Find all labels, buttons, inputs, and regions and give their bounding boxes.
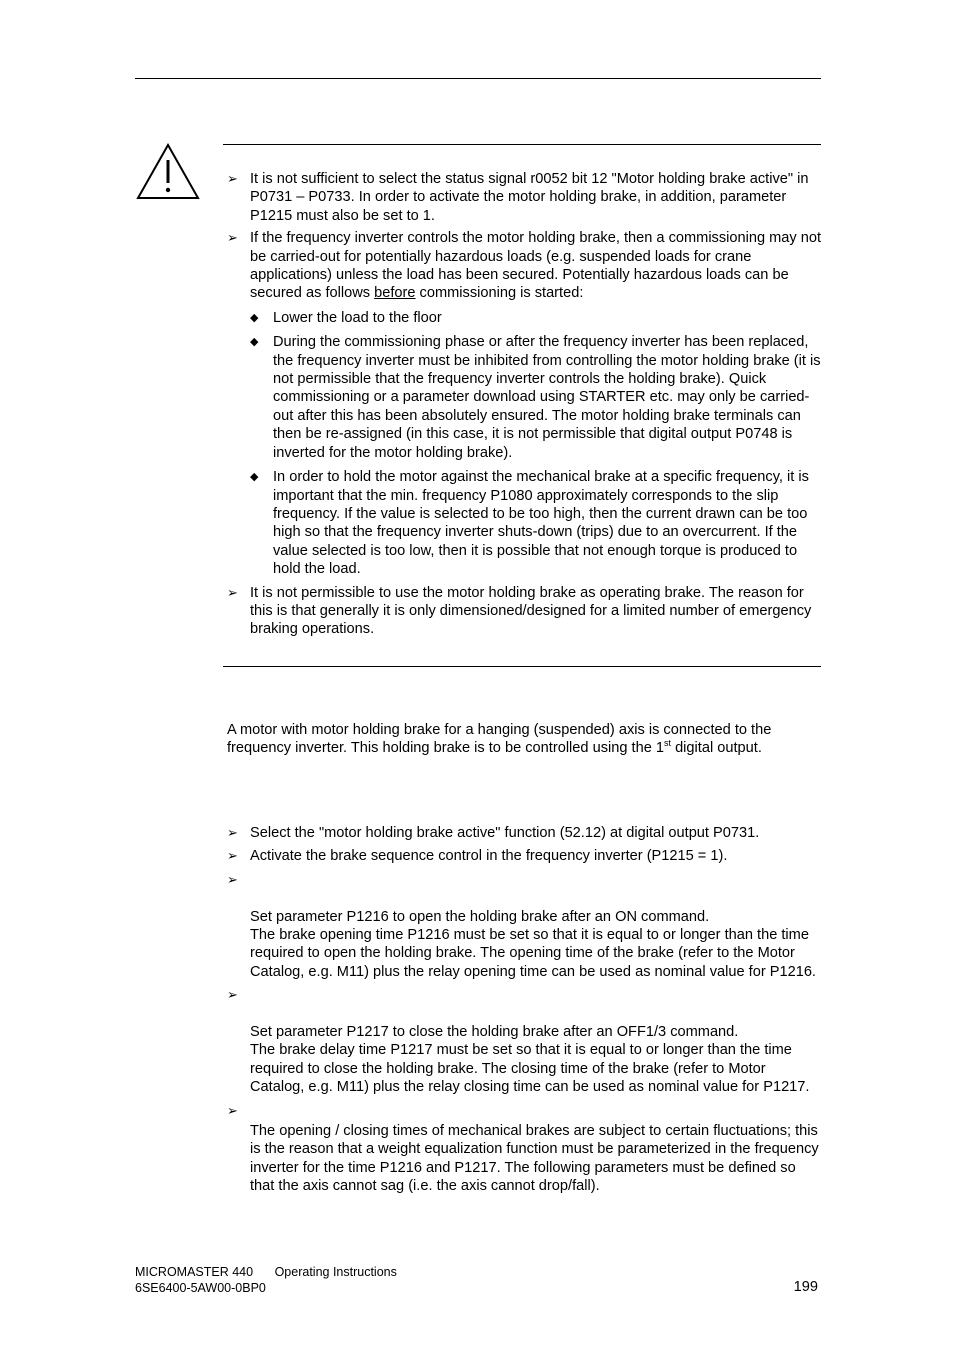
steps-list xyxy=(227,824,823,1196)
warning-item: ➢ It is not sufficient to select the status signal r0052 bit 12 "Motor holding brake active" in P0731 – P0733. In order to activate the motor holding brake, in addition, parameter P1215 must also be set to 1. xyxy=(227,171,809,224)
step-item xyxy=(227,1102,823,1120)
step-item: ➢ Set parameter P1216 to open the holding brake after an ON command. The brake opening time P1216 must be set so that it is equal to or longer than the time required to open the holding brake. The opening time of the brake (refer to the Motor Catalog, e.g. M11) plus the relay opening time can be used as nominal value for P1216. xyxy=(227,871,816,980)
warning-item: ➢ If the frequency inverter controls the motor holding brake, then a commissioning may not be carried-out for potentially hazardous loads (e.g. suspended loads for crane applications) unless the load has been secured. Potentially hazardous loads can be secured as follows before commissioning is started: xyxy=(227,230,822,302)
arrow-bullet-icon: ➢ xyxy=(227,987,238,1003)
footer-left xyxy=(135,1264,397,1296)
warning-triangle-icon xyxy=(136,143,200,201)
warning-subitem: ◆ In order to hold the motor against the mechanical brake at a specific frequency, it is important that the min. frequency P1080 approximately corresponds to the slip frequency. If the value is selected to be too high, then the current drawn can be too high so that the frequency inverter shuts-down (trips) due to an overcurrent. If the value selected is too low, then it is possible that not enough torque is produced to hold the load. xyxy=(250,469,809,578)
arrow-bullet-icon: ➢ xyxy=(227,230,238,246)
footer-order-number: 6SE6400-5AW00-0BP0 xyxy=(135,1281,266,1295)
step-item: ➢ Activate the brake sequence control in the frequency inverter (P1215 = 1). xyxy=(227,848,728,865)
step-item: ➢ Set parameter P1217 to close the holding brake after an OFF1/3 command. The brake delay time P1217 must be set so that it is equal to or longer than the time required to close the holding brake. The closing time of the brake (refer to Motor Catalog, e.g. M11) plus the relay closing time can be used as nominal value for P1217. xyxy=(227,987,810,1096)
footer-doc-type: Operating Instructions xyxy=(274,1265,397,1279)
step-item: ➢ Select the "motor holding brake active" function (52.12) at digital output P0731. xyxy=(227,825,760,841)
warning-block xyxy=(227,170,823,639)
diamond-bullet-icon: ◆ xyxy=(250,311,259,324)
arrow-bullet-icon: ➢ xyxy=(227,871,238,887)
warning-subitem: ◆ During the commissioning phase or after the frequency inverter has been replaced, the frequency inverter must be inhibited from controlling the motor holding brake (it is not permissible that the frequency inverter controls the holding brake). Quick commissioning or a parameter download using STARTER etc. may only be carried-out after this has been absolutely ensured. The motor holding brake terminals can then be re-assigned (in this case, it is not permissible that digital output P0748 is inverted for the motor holding brake). xyxy=(250,334,821,461)
arrow-bullet-icon: ➢ xyxy=(227,848,238,864)
warning-top-rule xyxy=(223,144,821,145)
arrow-bullet-icon: ➢ xyxy=(227,825,238,840)
arrow-bullet-icon: ➢ xyxy=(227,171,238,186)
diamond-bullet-icon: ◆ xyxy=(250,336,259,349)
warning-subitem: ◆ Lower the load to the floor xyxy=(250,309,442,326)
warning-bottom-rule xyxy=(223,666,821,667)
footer-product: MICROMASTER 440 xyxy=(135,1265,254,1279)
step-note: The opening / closing times of mechanical brakes are subject to certain fluctuations; this is the reason that a weight equalization function must be parameterized in the frequency inverter for the time P1216 and P1217. The following parameters must be defined so that the axis cannot sag (i.e. the axis cannot drop/fall). xyxy=(250,1123,819,1195)
example-paragraph: A motor with motor holding brake for a hanging (suspended) axis is connected to the frequency inverter. This holding brake is to be controlled using the 1st digital output. xyxy=(227,722,772,757)
warning-item: ➢ It is not permissible to use the motor holding brake as operating brake. The reason for this is that generally it is only dimensioned/designed for a limited number of emergency braking operations. xyxy=(227,584,812,638)
page-number: 199 xyxy=(793,1279,818,1295)
arrow-bullet-icon: ➢ xyxy=(227,584,238,600)
header-rule xyxy=(135,78,821,79)
arrow-bullet-icon: ➢ xyxy=(227,1102,238,1118)
diamond-bullet-icon: ◆ xyxy=(250,471,259,484)
